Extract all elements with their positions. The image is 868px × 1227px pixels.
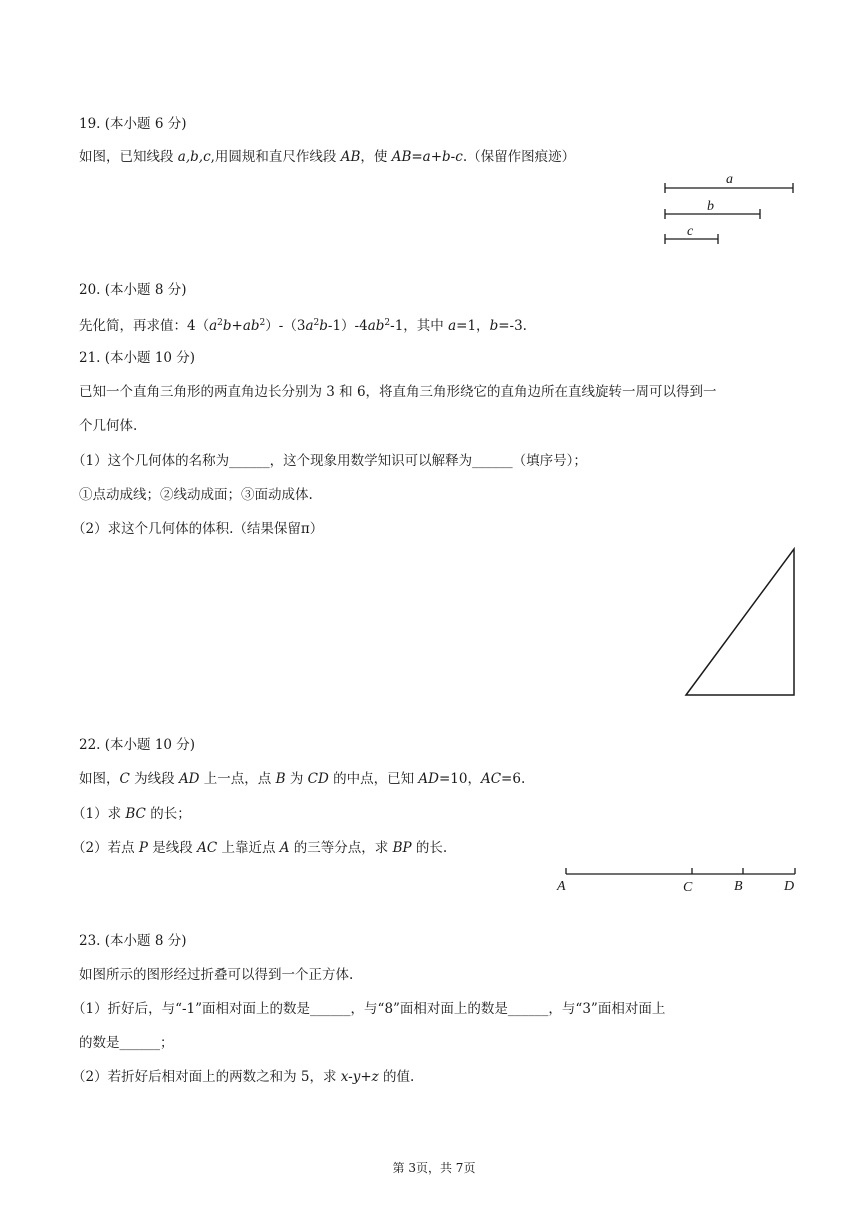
point-a-label: A (557, 879, 566, 894)
segment-a-label: a (726, 172, 733, 187)
q23-part1: （1）折好后，与“-1”面相对面上的数是______，与“8”面相对面上的数是______，与“3”面相对面上 (72, 1001, 666, 1017)
math: AC (197, 840, 218, 856)
text: 如图， (79, 771, 120, 787)
right-triangle-figure (680, 543, 805, 703)
segment-ad-figure (555, 862, 805, 896)
q21-options: ①点动成线；②线动成面；③面动成体. (79, 487, 313, 503)
segment-b-label: b (707, 199, 714, 214)
q22-statement (79, 770, 525, 788)
point-d-label: D (784, 879, 795, 894)
q22-part1 (72, 805, 191, 823)
segment-c-label: c (687, 224, 694, 239)
text: ）-（3 (265, 318, 306, 334)
q22-header: 22. (本小题 10 分) (79, 737, 196, 753)
math: a,b,c (177, 149, 211, 165)
q23-part2 (72, 1068, 414, 1086)
text: .（保留作图痕迹） (462, 149, 576, 165)
text: 上一点，点 (199, 771, 276, 787)
text: 的长. (411, 840, 448, 856)
math: b (319, 318, 328, 334)
math: AC (480, 771, 502, 787)
q23-part1-cont: 的数是______； (79, 1035, 174, 1051)
math: ab (367, 318, 385, 334)
text: 为 (285, 771, 308, 787)
q19-statement (79, 148, 575, 166)
q21-line2: 个几何体. (79, 418, 138, 434)
exponent: 2 (313, 318, 320, 328)
text: 的长； (145, 806, 191, 822)
math: x-y+z (340, 1069, 379, 1085)
text: =-3. (498, 318, 527, 334)
math: AD (418, 771, 439, 787)
exponent: 2 (217, 318, 223, 328)
math: b (489, 318, 499, 334)
math: a (448, 318, 457, 334)
q23-header: 23. (本小题 8 分) (79, 933, 187, 949)
math: AB (340, 149, 361, 165)
math: P (138, 840, 148, 856)
text: ,用圆规和直尺作线段 (210, 149, 341, 165)
text: 上靠近点 (217, 840, 280, 856)
q21-part1: （1）这个几何体的名称为______，这个现象用数学知识可以解释为______（填序号）； (72, 453, 587, 469)
text: （1）求 (72, 806, 126, 822)
q19-header: 19. (本小题 6 分) (79, 116, 187, 132)
q20-header: 20. (本小题 8 分) (79, 282, 187, 298)
math: A (279, 840, 290, 856)
q21-header: 21. (本小题 10 分) (79, 350, 196, 366)
math: B (275, 771, 286, 787)
math: a (305, 318, 314, 334)
page-footer: 第 3页，共 7页 (392, 1161, 476, 1175)
text: 为线段 (129, 771, 179, 787)
text: 先化简，再求值：4（ (79, 318, 210, 334)
math: a (209, 318, 218, 334)
text: -1）-4 (327, 318, 368, 334)
exponent: 2 (384, 318, 391, 328)
q21-line1: 已知一个直角三角形的两直角边长分别为 3 和 6，将直角三角形绕它的直角边所在直线旋转一周可以得到一 (79, 384, 717, 400)
math: CD (307, 771, 329, 787)
math: AD (178, 771, 200, 787)
text: =6. (501, 771, 526, 787)
text: =1， (456, 318, 490, 334)
math: b+ab (222, 318, 260, 334)
text: -1，其中 (390, 318, 449, 334)
text: 的值. (378, 1069, 415, 1085)
math: BP (392, 840, 412, 856)
q21-part2: （2）求这个几何体的体积.（结果保留π） (72, 521, 324, 537)
text: 如图，已知线段 (79, 149, 178, 165)
q20-statement (79, 314, 527, 335)
point-b-label: B (734, 879, 743, 894)
q19-segments-figure (660, 168, 800, 248)
math: BC (125, 806, 146, 822)
text: 的中点，已知 (328, 771, 419, 787)
q22-part2 (72, 839, 447, 857)
text: ，使 (360, 149, 392, 165)
q23-line1: 如图所示的图形经过折叠可以得到一个正方体. (79, 967, 354, 983)
text: 是线段 (147, 840, 198, 856)
math: AB=a+b-c (391, 149, 463, 165)
math: C (119, 771, 130, 787)
text: （2）若折好后相对面上的两数之和为 5，求 (72, 1069, 341, 1085)
point-c-label: C (683, 880, 693, 895)
text: （2）若点 (72, 840, 139, 856)
exponent: 2 (259, 318, 266, 328)
text: 的三等分点，求 (289, 840, 393, 856)
text: =10， (438, 771, 481, 787)
